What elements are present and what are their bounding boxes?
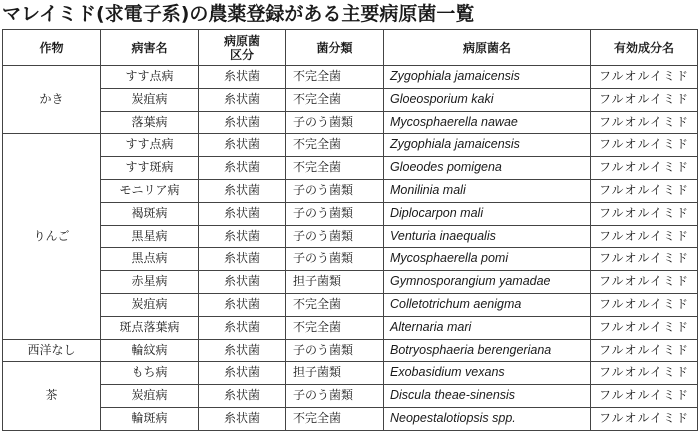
pathogen-cell: Colletotrichum aenigma [384, 293, 591, 316]
category-cell: 糸状菌 [199, 271, 286, 294]
header-disease: 病害名 [101, 30, 199, 66]
category-cell: 糸状菌 [199, 407, 286, 430]
disease-cell: 黒星病 [101, 225, 199, 248]
header-category-line2: 区分 [229, 47, 254, 62]
table-row [3, 293, 698, 316]
table-row [3, 271, 698, 294]
ingredient-cell: フルオルイミド [591, 202, 698, 225]
ingredient-cell: フルオルイミド [591, 179, 698, 202]
pathogen-cell: Mycosphaerella pomi [384, 248, 591, 271]
pathogen-cell: Discula theae-sinensis [384, 385, 591, 408]
disease-cell: すす点病 [101, 134, 199, 157]
table-row [3, 339, 698, 362]
crop-cell: かき [3, 66, 101, 134]
ingredient-cell: フルオルイミド [591, 134, 698, 157]
table-row [3, 362, 698, 385]
category-cell: 糸状菌 [199, 179, 286, 202]
disease-cell: すす斑病 [101, 157, 199, 180]
crop-cell: 西洋なし [3, 339, 101, 362]
disease-cell: 落葉病 [101, 111, 199, 134]
category-cell: 糸状菌 [199, 225, 286, 248]
header-category [199, 30, 286, 66]
ingredient-cell: フルオルイミド [591, 385, 698, 408]
pathogen-cell: Exobasidium vexans [384, 362, 591, 385]
classification-cell: 子のう菌類 [286, 111, 384, 134]
category-cell: 糸状菌 [199, 202, 286, 225]
category-cell: 糸状菌 [199, 385, 286, 408]
classification-cell: 不完全菌 [286, 134, 384, 157]
category-cell: 糸状菌 [199, 362, 286, 385]
table-row [3, 202, 698, 225]
disease-cell: 輪紋病 [101, 339, 199, 362]
category-cell: 糸状菌 [199, 66, 286, 89]
classification-cell: 担子菌類 [286, 271, 384, 294]
ingredient-cell: フルオルイミド [591, 339, 698, 362]
classification-cell: 子のう菌類 [286, 225, 384, 248]
table-row [3, 385, 698, 408]
classification-cell: 子のう菌類 [286, 248, 384, 271]
ingredient-cell: フルオルイミド [591, 225, 698, 248]
crop-cell: 茶 [3, 362, 101, 430]
classification-cell: 不完全菌 [286, 407, 384, 430]
table-row [3, 316, 698, 339]
ingredient-cell: フルオルイミド [591, 271, 698, 294]
ingredient-cell: フルオルイミド [591, 316, 698, 339]
disease-cell: 炭疽病 [101, 385, 199, 408]
category-cell: 糸状菌 [199, 111, 286, 134]
ingredient-cell: フルオルイミド [591, 248, 698, 271]
classification-cell: 不完全菌 [286, 66, 384, 89]
page-title: マレイミド(求電子系)の農薬登録がある主要病原菌一覧 [2, 3, 475, 25]
classification-cell: 子のう菌類 [286, 385, 384, 408]
category-cell: 糸状菌 [199, 293, 286, 316]
ingredient-cell: フルオルイミド [591, 293, 698, 316]
classification-cell: 不完全菌 [286, 316, 384, 339]
ingredient-cell: フルオルイミド [591, 88, 698, 111]
crop-cell: りんご [3, 134, 101, 339]
table-row [3, 66, 698, 89]
pathogen-cell: Gymnosporangium yamadae [384, 271, 591, 294]
table-row [3, 88, 698, 111]
header-category-line1: 病原菌 [223, 33, 260, 48]
classification-cell: 不完全菌 [286, 293, 384, 316]
table-row [3, 134, 698, 157]
pathogen-cell: Mycosphaerella nawae [384, 111, 591, 134]
pathogen-cell: Venturia inaequalis [384, 225, 591, 248]
disease-cell: 褐斑病 [101, 202, 199, 225]
pathogen-cell: Gloeodes pomigena [384, 157, 591, 180]
ingredient-cell: フルオルイミド [591, 407, 698, 430]
classification-cell: 不完全菌 [286, 88, 384, 111]
category-cell: 糸状菌 [199, 248, 286, 271]
category-cell: 糸状菌 [199, 316, 286, 339]
disease-cell: 斑点落葉病 [101, 316, 199, 339]
disease-cell: 炭疽病 [101, 88, 199, 111]
header-classification: 菌分類 [286, 30, 384, 66]
table-body [3, 66, 698, 431]
pathogen-table [2, 29, 698, 431]
ingredient-cell: フルオルイミド [591, 362, 698, 385]
pathogen-cell: Alternaria mari [384, 316, 591, 339]
table-row [3, 248, 698, 271]
classification-cell: 子のう菌類 [286, 179, 384, 202]
table-row [3, 179, 698, 202]
pathogen-cell: Neopestalotiopsis spp. [384, 407, 591, 430]
disease-cell: モニリア病 [101, 179, 199, 202]
classification-cell: 子のう菌類 [286, 202, 384, 225]
pathogen-cell: Zygophiala jamaicensis [384, 66, 591, 89]
category-cell: 糸状菌 [199, 134, 286, 157]
ingredient-cell: フルオルイミド [591, 111, 698, 134]
pathogen-cell: Monilinia mali [384, 179, 591, 202]
disease-cell: すす点病 [101, 66, 199, 89]
ingredient-cell: フルオルイミド [591, 157, 698, 180]
header-ingredient: 有効成分名 [591, 30, 698, 66]
classification-cell: 担子菌類 [286, 362, 384, 385]
pathogen-cell: Botryosphaeria berengeriana [384, 339, 591, 362]
pathogen-cell: Diplocarpon mali [384, 202, 591, 225]
disease-cell: 輪斑病 [101, 407, 199, 430]
disease-cell: もち病 [101, 362, 199, 385]
header-pathogen: 病原菌名 [384, 30, 591, 66]
classification-cell: 不完全菌 [286, 157, 384, 180]
header-crop: 作物 [3, 30, 101, 66]
pathogen-cell: Zygophiala jamaicensis [384, 134, 591, 157]
table-row [3, 407, 698, 430]
category-cell: 糸状菌 [199, 157, 286, 180]
ingredient-cell: フルオルイミド [591, 66, 698, 89]
classification-cell: 子のう菌類 [286, 339, 384, 362]
table-header-row [3, 30, 698, 66]
category-cell: 糸状菌 [199, 339, 286, 362]
category-cell: 糸状菌 [199, 88, 286, 111]
disease-cell: 炭疽病 [101, 293, 199, 316]
pathogen-cell: Gloeosporium kaki [384, 88, 591, 111]
disease-cell: 黒点病 [101, 248, 199, 271]
table-row [3, 225, 698, 248]
table-row [3, 157, 698, 180]
disease-cell: 赤星病 [101, 271, 199, 294]
table-row [3, 111, 698, 134]
